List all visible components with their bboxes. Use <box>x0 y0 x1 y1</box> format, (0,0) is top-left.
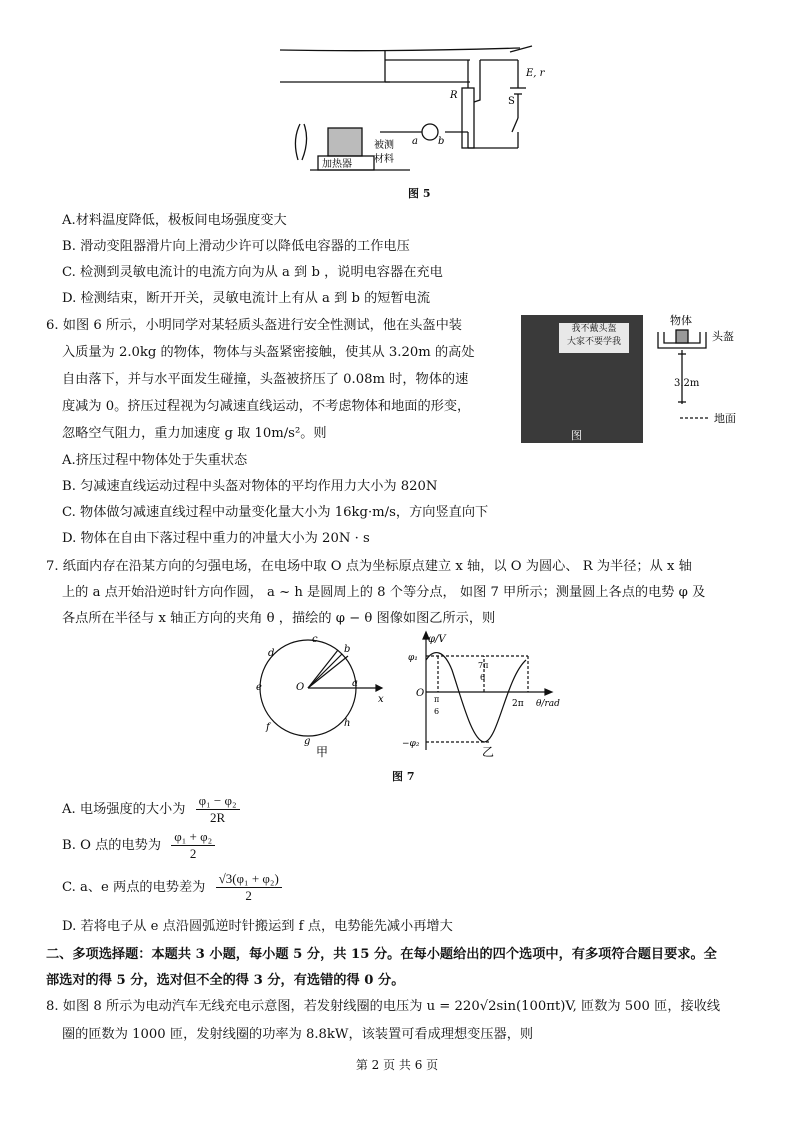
fraction: $\frac{\text{φ₁ − φ₂}}{2R}$ <box>196 793 240 826</box>
q7-option-a: A. 电场强度的大小为 $\frac{\text{φ₁ − φ₂}}{2R}$ <box>62 790 240 830</box>
yi-tick1-den: 6 <box>434 707 440 716</box>
page-footer: 第 2 页 共 6 页 <box>355 1058 439 1072</box>
figure-5-caption: 图 5 <box>408 187 431 200</box>
origin-O: O <box>296 682 305 693</box>
figure-6-photo <box>521 315 643 443</box>
point-h: h <box>344 718 351 729</box>
fraction: $\frac{\text{√3(φ₁ + φ₂)}}{2}$ <box>216 871 282 904</box>
fraction: $\frac{\text{φ₁ + φ₂}}{2}$ <box>171 829 215 862</box>
label-ground: 地面 <box>714 412 736 425</box>
q6-stem-line-2: 入质量为 2.0kg 的物体，物体与头盔紧密接触，使其从 3.20m 的高处 <box>62 345 475 360</box>
figure-7-jia <box>252 630 397 760</box>
q7-option-b: B. O 点的电势为 $\frac{\text{φ₁ + φ₂}}{2}$ <box>62 826 215 866</box>
point-f: f <box>266 722 270 733</box>
yi-phi1: φ₁ <box>408 653 418 663</box>
label-a: a <box>412 136 418 147</box>
figure-7-caption: 图 7 <box>392 770 415 783</box>
q6-option-b: B. 匀减速直线运动过程中头盔对物体的平均作用力大小为 820N <box>62 479 438 494</box>
label-S: S <box>508 96 515 107</box>
point-b: b <box>344 644 351 655</box>
yi-y-axis-label: φ/V <box>428 634 446 645</box>
q7-stem-line-3: 各点所在半径与 x 轴正方向的夹角 θ ，描绘的 φ − θ 图像如图乙所示，则 <box>62 611 496 626</box>
photo-caption: 图 <box>571 429 582 442</box>
yi-tick3: 2π <box>512 699 524 709</box>
label-b: b <box>438 136 445 147</box>
yi-tick2-num: 7π <box>478 661 489 670</box>
label-E: E, r <box>526 68 545 79</box>
yi-x-axis-label: θ/rad <box>536 699 560 709</box>
q5-option-d: D. 检测结束，断开开关，灵敏电流计上有从 a 到 b 的短暂电流 <box>62 291 431 306</box>
yi-origin: O <box>416 688 425 699</box>
figure-jia-name: 甲 <box>316 745 329 759</box>
label-object: 物体 <box>670 314 692 327</box>
section-2-heading-line-2: 部选对的得 5 分，选对但不全的得 3 分，有选错的得 0 分。 <box>46 973 405 988</box>
yi-tick2-den: 6 <box>480 673 486 682</box>
q8-stem-line-1: 8. 如图 8 所示为电动汽车无线充电示意图，若发射线圈的电压为 u = 220√2sin(100πt)V, 匝数为 500 匝，接收线 <box>46 999 721 1014</box>
q6-stem-line-1: 6. 如图 6 所示，小明同学对某轻质头盔进行安全性测试，他在头盔中装 <box>46 318 462 333</box>
label-helmet: 头盔 <box>712 330 734 343</box>
q5-option-a: A.材料温度降低，极板间电场强度变大 <box>62 213 287 228</box>
q5-option-c: C. 检测到灵敏电流计的电流方向为从 a 到 b ，说明电容器在充电 <box>62 265 443 280</box>
q7-option-c: C. a、e 两点的电势差为 $\frac{\text{√3(φ₁ + φ₂)}}{2}$ <box>62 868 282 908</box>
yi-neg-phi2: −φ₂ <box>402 739 420 749</box>
q6-stem-line-4: 度减为 0。挤压过程视为匀减速直线运动，不考虑物体和地面的形变， <box>62 399 471 414</box>
q7-stem-line-2: 上的 a 点开始沿逆时针方向作圆， a ~ h 是圆周上的 8 个等分点， 如图 7 甲所示；测量圆上各点的电势 φ 及 <box>62 585 706 600</box>
label-height: 3.2m <box>674 378 700 389</box>
figure-5-circuit <box>270 40 545 180</box>
section-2-heading-line-1: 二、多项选择题：本题共 3 小题，每小题 5 分，共 15 分。在每小题给出的四个选项中，有多项符合题目要求。全 <box>46 947 717 962</box>
figure-6-helmet-diagram <box>640 310 760 430</box>
point-e: e <box>256 682 262 693</box>
q5-option-b: B. 滑动变阻器滑片向上滑动少许可以降低电容器的工作电压 <box>62 239 410 254</box>
x-axis-label: x <box>378 694 384 705</box>
label-R: R <box>450 90 458 101</box>
q6-option-a: A.挤压过程中物体处于失重状态 <box>62 453 248 468</box>
point-c: c <box>312 634 318 645</box>
photo-sign: 我不戴头盔 大家不要学我 <box>559 323 629 353</box>
label-material-2: 材料 <box>374 154 394 165</box>
figure-7-yi <box>400 630 580 760</box>
point-a: a <box>352 678 358 689</box>
figure-yi-name: 乙 <box>482 745 495 759</box>
q6-option-c: C. 物体做匀减速直线过程中动量变化量大小为 16kg·m/s，方向竖直向下 <box>62 505 489 520</box>
q6-stem-line-5: 忽略空气阻力，重力加速度 g 取 10m/s²。则 <box>62 426 327 441</box>
q6-option-d: D. 物体在自由下落过程中重力的冲量大小为 20N · s <box>62 531 370 546</box>
point-g: g <box>304 736 311 747</box>
q6-stem-line-3: 自由落下，并与水平面发生碰撞，头盔被挤压了 0.08m 时，物体的速 <box>62 372 469 387</box>
label-heater: 加热器 <box>322 159 352 170</box>
yi-tick1-num: π <box>434 695 440 704</box>
label-material-1: 被测 <box>374 140 394 151</box>
q7-stem-line-1: 7. 纸面内存在沿某方向的匀强电场，在电场中取 O 点为坐标原点建立 x 轴，以 O 为圆心、 R 为半径；从 x 轴 <box>46 559 692 574</box>
q7-option-d: D. 若将电子从 e 点沿圆弧逆时针搬运到 f 点，电势能先减小再增大 <box>62 919 453 934</box>
q8-stem-line-2: 圈的匝数为 1000 匝，发射线圈的功率为 8.8kW，该装置可看成理想变压器，则 <box>62 1027 534 1042</box>
point-d: d <box>268 648 275 659</box>
